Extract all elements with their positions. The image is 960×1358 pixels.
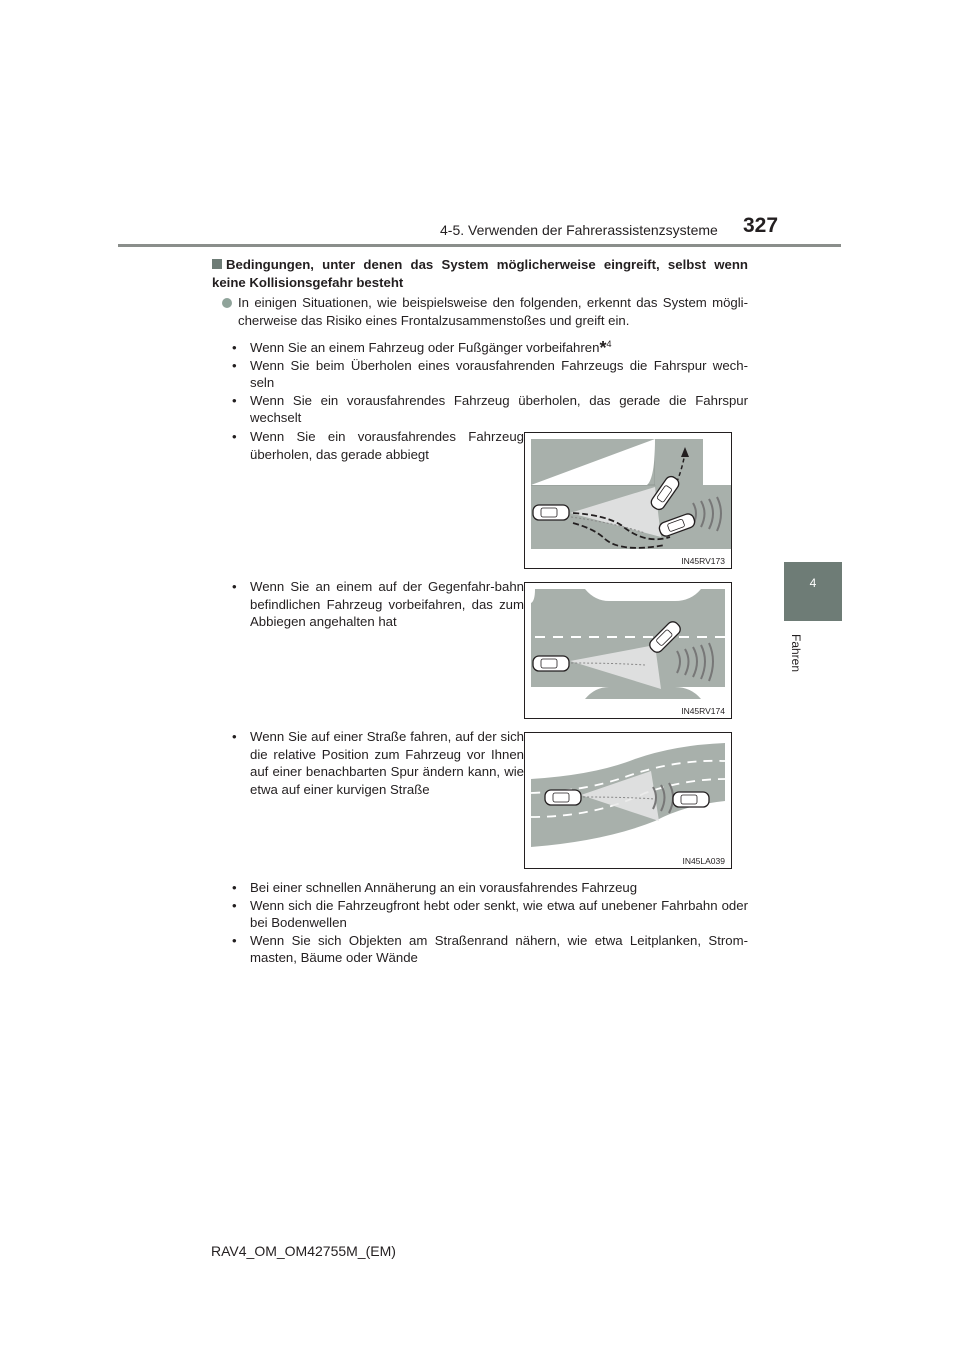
document-id: RAV4_OM_OM42755M_(EM) bbox=[211, 1243, 396, 1259]
list-item: • Wenn Sie auf einer Straße fahren, auf der sich die relative Position zum Fahrzeug vor Ihnen auf einer benachbarten Spur ändern kann, wie etwa auf einer kurvigen Straße bbox=[232, 729, 524, 797]
figure-oncoming-turning-vehicle bbox=[524, 582, 732, 719]
list-item: • Wenn Sie an einem Fahrzeug oder Fußgänger vorbeifahren*$^4$ bbox=[232, 338, 612, 358]
intro-paragraph: In einigen Situationen, wie beispielsweise den folgenden, erkennt das System mögli-cherweise das Risiko eines Frontalzusammenstoßes und greift ein. bbox=[222, 294, 748, 329]
square-bullet-icon bbox=[212, 259, 222, 269]
chapter-number: 4 bbox=[809, 576, 817, 590]
list-item: • Wenn Sie ein vorausfahrendes Fahrzeug überholen, das gerade abbiegt bbox=[232, 429, 524, 462]
figure-code: IN45RV174 bbox=[681, 706, 725, 716]
list-item: • Wenn Sie beim Überholen eines vorausfahrenden Fahrzeugs die Fahrspur wech-seln bbox=[232, 357, 748, 391]
circle-bullet-icon bbox=[222, 298, 232, 308]
list-item: • Bei einer schnellen Annäherung an ein vorausfahrendes Fahrzeug bbox=[232, 880, 638, 895]
figure-turning-vehicle bbox=[524, 432, 732, 569]
figure-code: IN45RV173 bbox=[681, 556, 725, 566]
footnote-asterisk: * bbox=[599, 338, 607, 358]
bullet-list-bottom bbox=[232, 879, 748, 967]
section-heading: Bedingungen, unter denen das System möglicherweise eingreift, selbst wenn keine Kollisionsgefahr besteht bbox=[212, 257, 748, 290]
chapter-tab[interactable] bbox=[784, 562, 842, 621]
list-item: • Wenn Sie sich Objekten am Straßenrand nähern, wie etwa Leitplanken, Strom-masten, Bäume oder Wände bbox=[232, 932, 748, 966]
figure-code: IN45LA039 bbox=[682, 856, 725, 866]
chapter-label: Fahren bbox=[789, 634, 803, 673]
header-divider bbox=[118, 244, 841, 247]
list-item: • Wenn sich die Fahrzeugfront hebt oder senkt, wie etwa auf unebener Fahrbahn oder bei Bodenwellen bbox=[232, 897, 748, 931]
list-item: • Wenn Sie an einem auf der Gegenfahr-bahn befindlichen Fahrzeug vorbeifahren, das zum Abbiegen angehalten hat bbox=[232, 579, 524, 630]
list-item: • Wenn Sie ein vorausfahrendes Fahrzeug überholen, das gerade die Fahrspur wechselt bbox=[232, 392, 748, 426]
page-number: 327 bbox=[743, 214, 779, 237]
figure-curved-road bbox=[524, 732, 732, 869]
section-title: 4-5. Verwenden der Fahrerassistenzsysteme bbox=[440, 222, 718, 238]
bullet-list-top bbox=[232, 336, 748, 427]
footnote-ref[interactable]: 4 bbox=[606, 339, 612, 349]
